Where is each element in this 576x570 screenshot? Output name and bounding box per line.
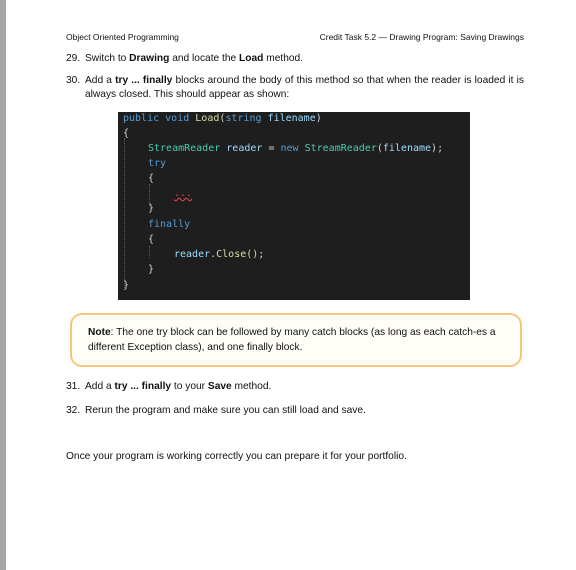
text-run: Add a <box>85 381 115 392</box>
text-run: and locate the <box>169 53 240 64</box>
step-text <box>85 380 524 394</box>
code-line-3 <box>148 143 443 155</box>
text-run: blocks around the body of this method so that when the reader is loaded it is always closed. This should appear as shown: <box>85 75 524 100</box>
variable: filename <box>382 143 432 154</box>
text-run: to your <box>171 381 208 392</box>
type-name: StreamReader <box>304 143 377 154</box>
page-margin-bar <box>0 0 6 570</box>
code-line-4: try <box>148 158 167 169</box>
text-run: method. <box>231 381 272 392</box>
method-call: .Close(); <box>210 249 265 260</box>
code-line-8: finally <box>148 219 191 230</box>
operator: = <box>268 143 275 154</box>
code-line-7: } <box>148 203 155 214</box>
step-text <box>85 74 524 102</box>
bold-term: try ... finally <box>115 75 173 86</box>
variable: reader <box>174 249 211 260</box>
text-run: Add a <box>85 75 116 86</box>
punctuation: ( <box>376 143 383 154</box>
bold-term: Load <box>239 53 264 64</box>
header-course: Object Oriented Programming <box>66 32 179 42</box>
note-callout <box>70 313 522 367</box>
keyword: new <box>280 143 299 154</box>
keyword: string <box>225 113 262 124</box>
code-line-12: } <box>123 280 130 291</box>
closing-paragraph: Once your program is working correctly you can prepare it for your portfolio. <box>66 451 407 462</box>
type-name: StreamReader <box>148 143 221 154</box>
step-text <box>85 52 524 66</box>
code-line-6: ... <box>174 188 193 199</box>
step-text: Rerun the program and make sure you can still load and save. <box>85 405 366 416</box>
punctuation: ); <box>431 143 444 154</box>
note-label: Note <box>88 327 111 338</box>
bold-term: try ... finally <box>114 381 172 392</box>
code-line-1 <box>123 113 322 125</box>
code-line-11: } <box>148 264 155 275</box>
step-number: 32. <box>66 405 81 416</box>
punctuation: ( <box>219 113 226 124</box>
variable: reader <box>226 143 263 154</box>
parameter: filename <box>267 113 316 124</box>
code-snippet <box>118 112 470 300</box>
indent-guide <box>149 246 150 258</box>
code-line-10 <box>174 249 264 261</box>
note-body: : The one try block can be followed by many catch blocks (as long as each catch-es a different Exception class), and one finally block. <box>88 327 496 353</box>
note-text <box>88 325 508 355</box>
bold-term: Drawing <box>129 53 170 64</box>
text-run: Switch to <box>85 53 130 64</box>
method-name: Load <box>195 113 220 124</box>
header-task: Credit Task 5.2 — Drawing Program: Saving Drawings <box>319 32 524 42</box>
punctuation: ) <box>315 113 322 124</box>
code-line-2: { <box>123 128 130 139</box>
keyword: void <box>165 113 190 124</box>
keyword: public <box>123 113 160 124</box>
bold-term: Save <box>207 381 232 392</box>
code-line-9: { <box>148 234 155 245</box>
indent-guide <box>124 138 125 288</box>
text-run: method. <box>263 53 304 64</box>
code-line-5: { <box>148 173 155 184</box>
step-number: 31. <box>66 381 81 392</box>
step-number: 30. <box>66 75 81 86</box>
step-number: 29. <box>66 53 81 64</box>
